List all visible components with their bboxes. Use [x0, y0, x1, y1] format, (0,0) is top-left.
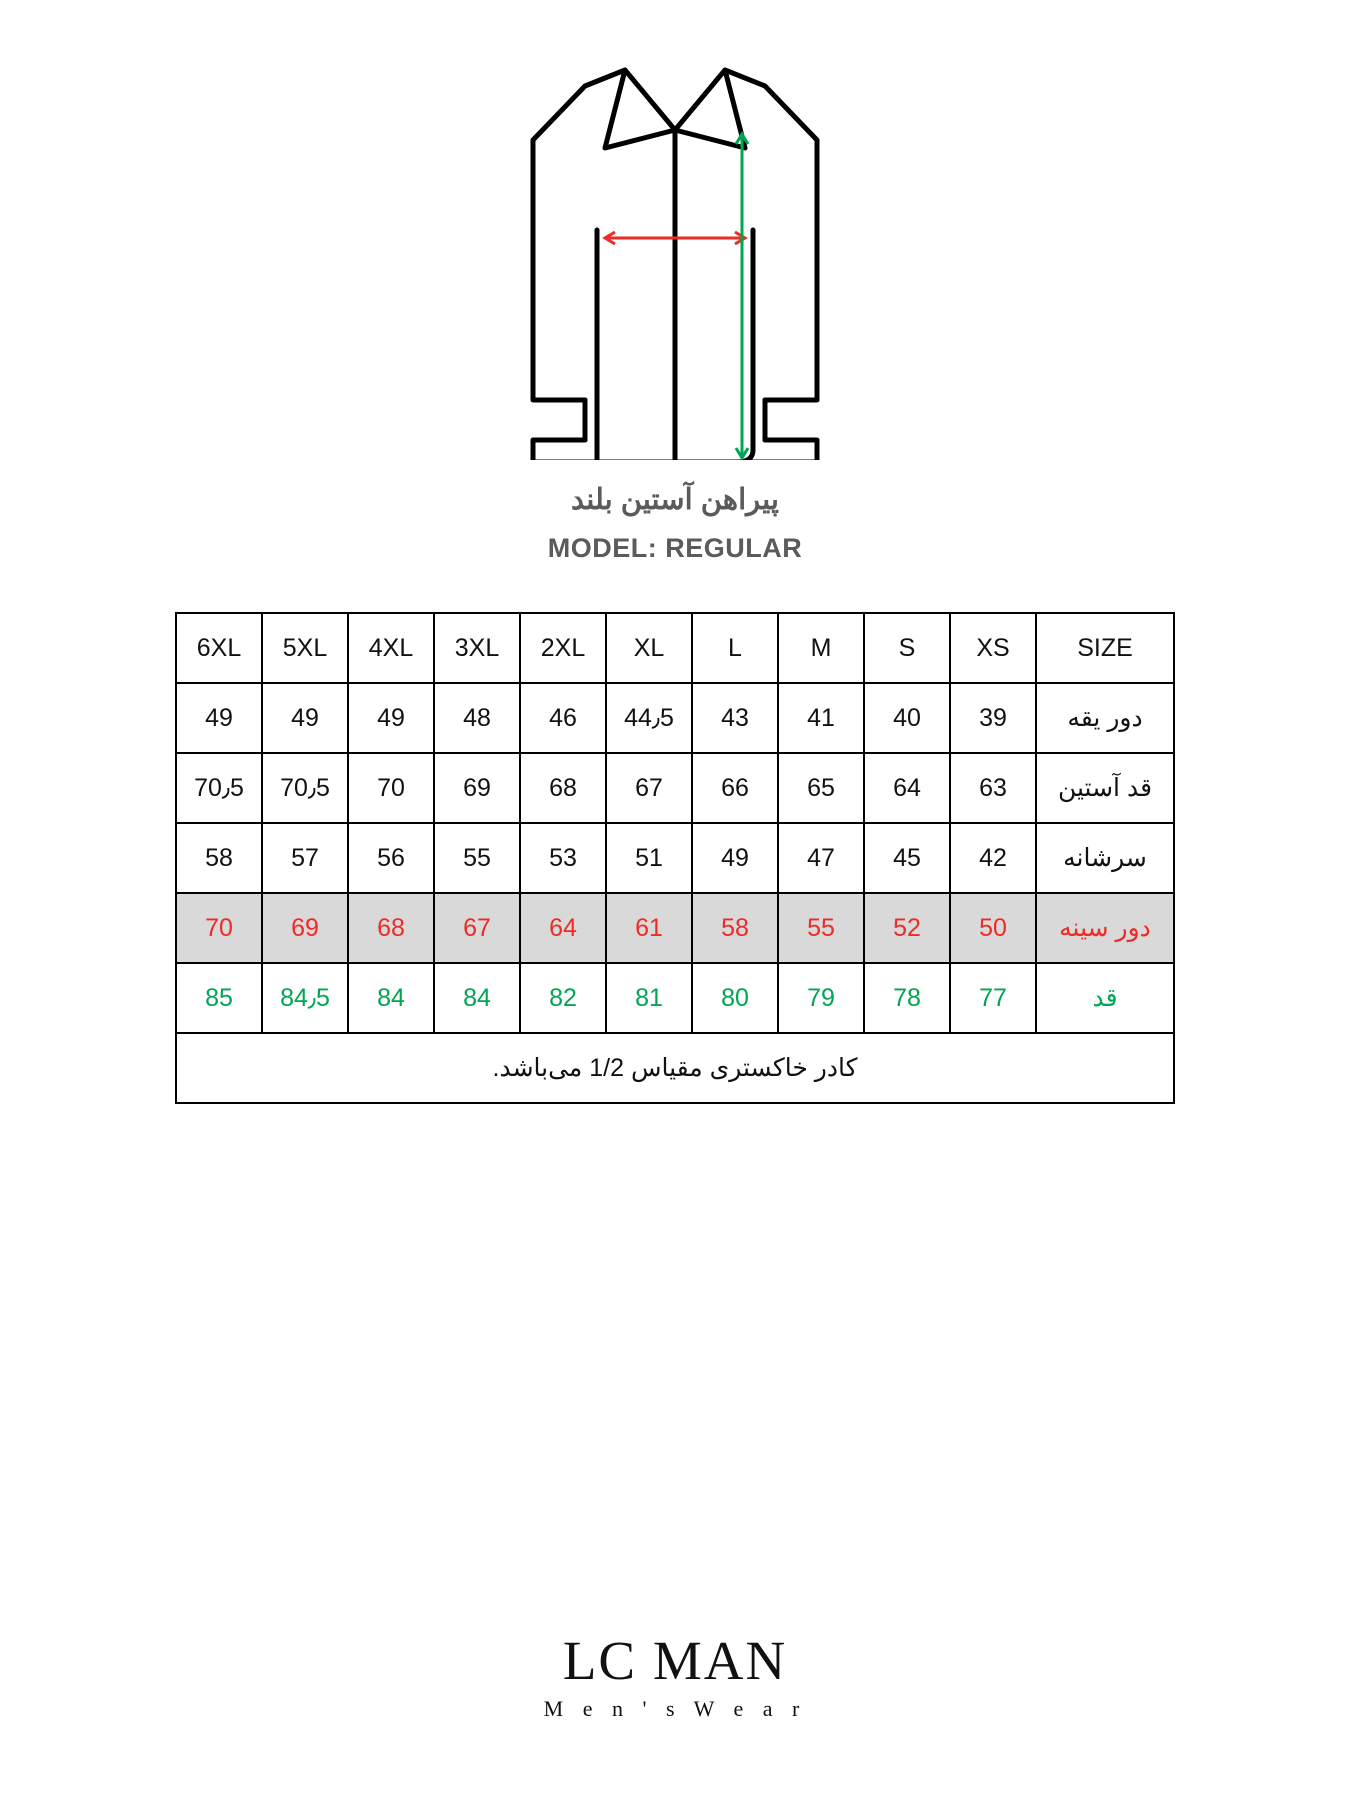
brand-tagline: M e n ' s W e a r [543, 1696, 807, 1721]
header-s: S [864, 613, 950, 683]
sleeve-5xl: 70٫5 [262, 753, 348, 823]
row-label-chest: دور سینه [1036, 893, 1174, 963]
chest-6xl: 70 [176, 893, 262, 963]
shoulder-4xl: 56 [348, 823, 434, 893]
shoulder-xl: 51 [606, 823, 692, 893]
row-label-collar: دور یقه [1036, 683, 1174, 753]
chest-3xl: 67 [434, 893, 520, 963]
table-row [176, 753, 1174, 823]
length-5xl: 84٫5 [262, 963, 348, 1033]
sleeve-xs: 63 [950, 753, 1036, 823]
header-xl: XL [606, 613, 692, 683]
collar-4xl: 49 [348, 683, 434, 753]
table-header-row [176, 613, 1174, 683]
header-m: M [778, 613, 864, 683]
sleeve-l: 66 [692, 753, 778, 823]
size-table [175, 612, 1175, 1104]
length-s: 78 [864, 963, 950, 1033]
length-4xl: 84 [348, 963, 434, 1033]
collar-s: 40 [864, 683, 950, 753]
sleeve-4xl: 70 [348, 753, 434, 823]
header-5xl: 5XL [262, 613, 348, 683]
length-xl: 81 [606, 963, 692, 1033]
chest-m: 55 [778, 893, 864, 963]
collar-2xl: 46 [520, 683, 606, 753]
chest-2xl: 64 [520, 893, 606, 963]
sleeve-s: 64 [864, 753, 950, 823]
chest-xl: 61 [606, 893, 692, 963]
brand-footer [0, 1629, 1350, 1722]
row-label-shoulder: سرشانه [1036, 823, 1174, 893]
length-xs: 77 [950, 963, 1036, 1033]
chest-4xl: 68 [348, 893, 434, 963]
header-4xl: 4XL [348, 613, 434, 683]
table-row [176, 823, 1174, 893]
shoulder-3xl: 55 [434, 823, 520, 893]
row-label-sleeve: قد آستین [1036, 753, 1174, 823]
row-label-length: قد [1036, 963, 1174, 1033]
chest-5xl: 69 [262, 893, 348, 963]
header-3xl: 3XL [434, 613, 520, 683]
sleeve-xl: 67 [606, 753, 692, 823]
collar-6xl: 49 [176, 683, 262, 753]
shoulder-l: 49 [692, 823, 778, 893]
caption-block [548, 482, 802, 564]
header-xs: XS [950, 613, 1036, 683]
length-l: 80 [692, 963, 778, 1033]
product-model: MODEL: REGULAR [547, 533, 803, 563]
shoulder-m: 47 [778, 823, 864, 893]
header-2xl: 2XL [520, 613, 606, 683]
shirt-illustration [465, 30, 885, 460]
length-3xl: 84 [434, 963, 520, 1033]
collar-xl: 44٫5 [606, 683, 692, 753]
header-l: L [692, 613, 778, 683]
table-row-length [176, 963, 1174, 1033]
sleeve-6xl: 70٫5 [176, 753, 262, 823]
collar-xs: 39 [950, 683, 1036, 753]
table-row [176, 683, 1174, 753]
collar-m: 41 [778, 683, 864, 753]
shoulder-6xl: 58 [176, 823, 262, 893]
shoulder-xs: 42 [950, 823, 1036, 893]
table-note-row [176, 1033, 1174, 1103]
scale-note: کادر خاکستری مقیاس 1/2 می‌باشد. [176, 1033, 1174, 1103]
length-m: 79 [778, 963, 864, 1033]
sleeve-3xl: 69 [434, 753, 520, 823]
header-size: SIZE [1036, 613, 1174, 683]
shoulder-2xl: 53 [520, 823, 606, 893]
sleeve-2xl: 68 [520, 753, 606, 823]
collar-3xl: 48 [434, 683, 520, 753]
table-row-chest [176, 893, 1174, 963]
shoulder-s: 45 [864, 823, 950, 893]
product-title: پیراهن آستین بلند [571, 484, 779, 516]
collar-l: 43 [692, 683, 778, 753]
chest-l: 58 [692, 893, 778, 963]
shoulder-5xl: 57 [262, 823, 348, 893]
chest-s: 52 [864, 893, 950, 963]
size-table-wrapper [175, 612, 1175, 1104]
header-6xl: 6XL [176, 613, 262, 683]
brand-logo: LC MAN [562, 1630, 788, 1691]
chest-xs: 50 [950, 893, 1036, 963]
length-2xl: 82 [520, 963, 606, 1033]
collar-5xl: 49 [262, 683, 348, 753]
length-6xl: 85 [176, 963, 262, 1033]
sleeve-m: 65 [778, 753, 864, 823]
